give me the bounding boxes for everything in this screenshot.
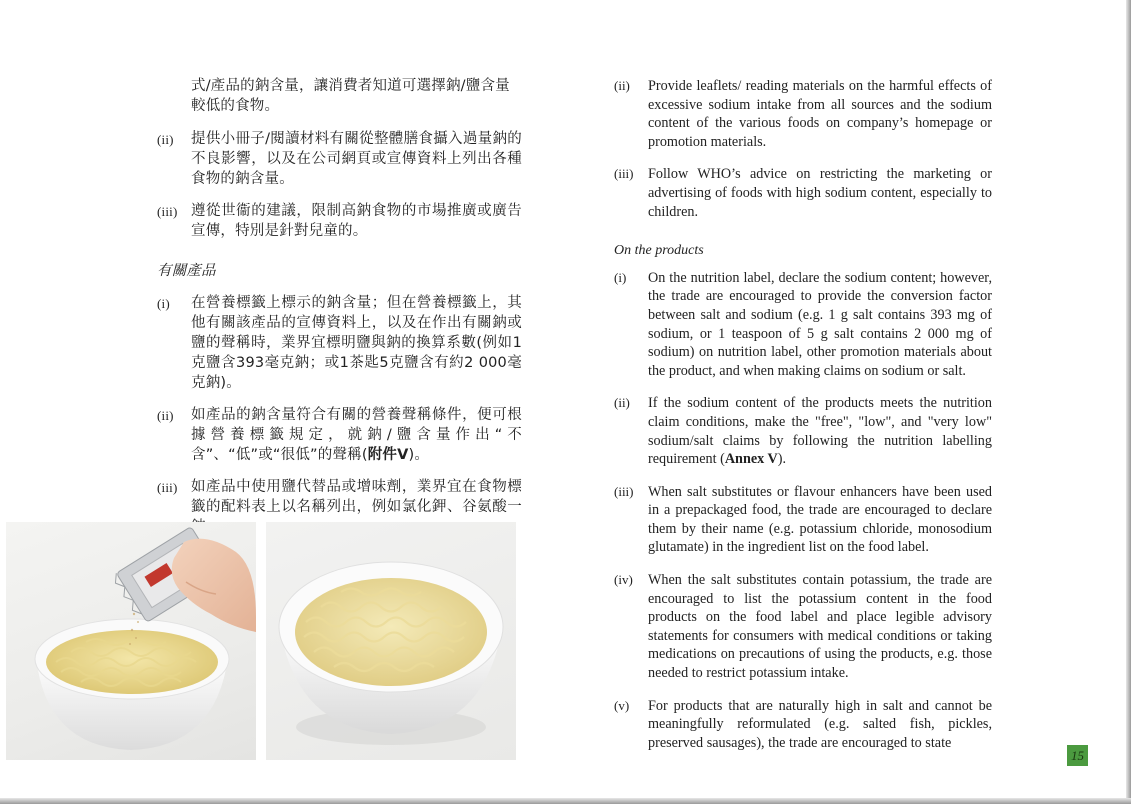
list-item bbox=[614, 571, 992, 683]
item-number: (iii) bbox=[614, 166, 634, 182]
list-item bbox=[614, 394, 992, 468]
list-item bbox=[614, 165, 992, 221]
list-item bbox=[157, 201, 522, 241]
item-number: (ii) bbox=[157, 132, 174, 147]
item-number: (iii) bbox=[157, 480, 178, 495]
item-text bbox=[648, 394, 992, 468]
continued-paragraph: 式/產品的鈉含量，讓消費者知道可選擇鈉/鹽含量較低的食物。 bbox=[191, 78, 510, 114]
item-text: Follow WHO’s advice on restricting the marketing or advertising of foods with high sodium content, especially to children. bbox=[648, 166, 992, 220]
noodle-bowl-photo bbox=[266, 522, 516, 760]
item-text: 遵從世衞的建議，限制高鈉食物的市場推廣或廣告宣傳，特別是針對兒童的。 bbox=[191, 203, 522, 239]
page-bottom-shadow bbox=[0, 798, 1131, 804]
list-item bbox=[157, 293, 522, 393]
list-item bbox=[157, 129, 522, 189]
item-text: When salt substitutes or flavour enhancers have been used in a prepackaged food, the trade are encouraged to declare them by their name (e.g. potassium chloride, monosodium glutamate) in the ingredient list on the food label. bbox=[648, 483, 992, 556]
item-text bbox=[191, 405, 522, 465]
page-number: 15 bbox=[1067, 745, 1088, 766]
left-column bbox=[157, 76, 522, 549]
item-text-part: )。 bbox=[408, 447, 430, 463]
list-item bbox=[614, 697, 992, 753]
item-text-part: 如產品的鈉含量符合有關的營養聲稱條件，便可根據營養標籤規定，就鈉/鹽含量作出“不含”、“低”或“很低”的聲稱( bbox=[191, 407, 522, 463]
item-number: (ii) bbox=[157, 408, 174, 423]
item-number: (v) bbox=[614, 697, 630, 713]
list-item bbox=[614, 483, 992, 557]
noodle-seasoning-photo bbox=[6, 522, 256, 760]
item-text-part: ). bbox=[777, 451, 787, 468]
item-text: Provide leaflets/ reading materials on the harmful effects of excessive sodium intake from all sources and the sodium content of the various foods on company’s homepage or promotion materials. bbox=[648, 78, 992, 150]
item-text-part: If the sodium content of the products meets the nutrition claim conditions, make the "free", "low", and "very low" sodium/salt claims by following the nutrition labelling requirement ( bbox=[648, 395, 992, 468]
section-heading: On the products bbox=[614, 243, 704, 259]
item-text: For products that are naturally high in salt and cannot be meaningfully reformulated (e.g. salted fish, pickles, preserved sausages), the trade are encouraged to state bbox=[648, 697, 992, 751]
item-text: 如產品中使用鹽代替品或增味劑，業界宜在食物標籤的配料表上以名稱列出，例如氯化鉀、谷氨酸一 bbox=[191, 479, 522, 515]
item-number: (i) bbox=[157, 296, 170, 311]
item-number: (ii) bbox=[614, 395, 630, 411]
item-text: When the salt substitutes contain potassium, the trade are encouraged to list the potassium content in the food products on the food label and place legible advisory statements for consumers with medical conditions or taking medications on precautions of using the products, e.g. those needed to restrict potassium intake. bbox=[648, 572, 992, 682]
annex-reference: 附件V bbox=[367, 447, 409, 463]
section-heading: 有關產品 bbox=[157, 263, 216, 279]
item-text: On the nutrition label, declare the sodium content; however, the trade are encouraged to provide the conversion factor between salt and sodium (e.g. 1 g salt contains 393 mg of sodium, or 1 teaspoon of 5 g salt contains 2 000 mg of sodium) on nutrition label, other promotion materials about the product, and when making claims on sodium or salt. bbox=[648, 269, 992, 379]
annex-reference: Annex V bbox=[724, 451, 778, 468]
list-item bbox=[614, 269, 992, 381]
item-number: (ii) bbox=[614, 78, 630, 93]
list-item bbox=[614, 77, 992, 151]
item-number: (iii) bbox=[614, 483, 634, 499]
item-number: (iv) bbox=[614, 572, 633, 588]
item-number: (i) bbox=[614, 269, 627, 285]
item-text: 提供小冊子/閱讀材料有關從整體膳食攝入過量鈉的不良影響，以及在公司網頁或宣傳資料上列出各種食物的鈉含量。 bbox=[191, 131, 522, 187]
page-edge-shadow bbox=[1126, 0, 1131, 804]
item-text: 在營養標籤上標示的鈉含量；但在營養標籤上，其他有關該產品的宣傳資料上，以及在作出有關鈉或鹽的聲稱時，業界宜標明鹽與鈉的換算系數(例如1克鹽含393毫克鈉；或1茶匙5克鹽含有約2 000毫克鈉)。 bbox=[191, 295, 522, 391]
right-column bbox=[614, 77, 992, 766]
list-item bbox=[157, 405, 522, 465]
item-number: (iii) bbox=[157, 204, 178, 219]
